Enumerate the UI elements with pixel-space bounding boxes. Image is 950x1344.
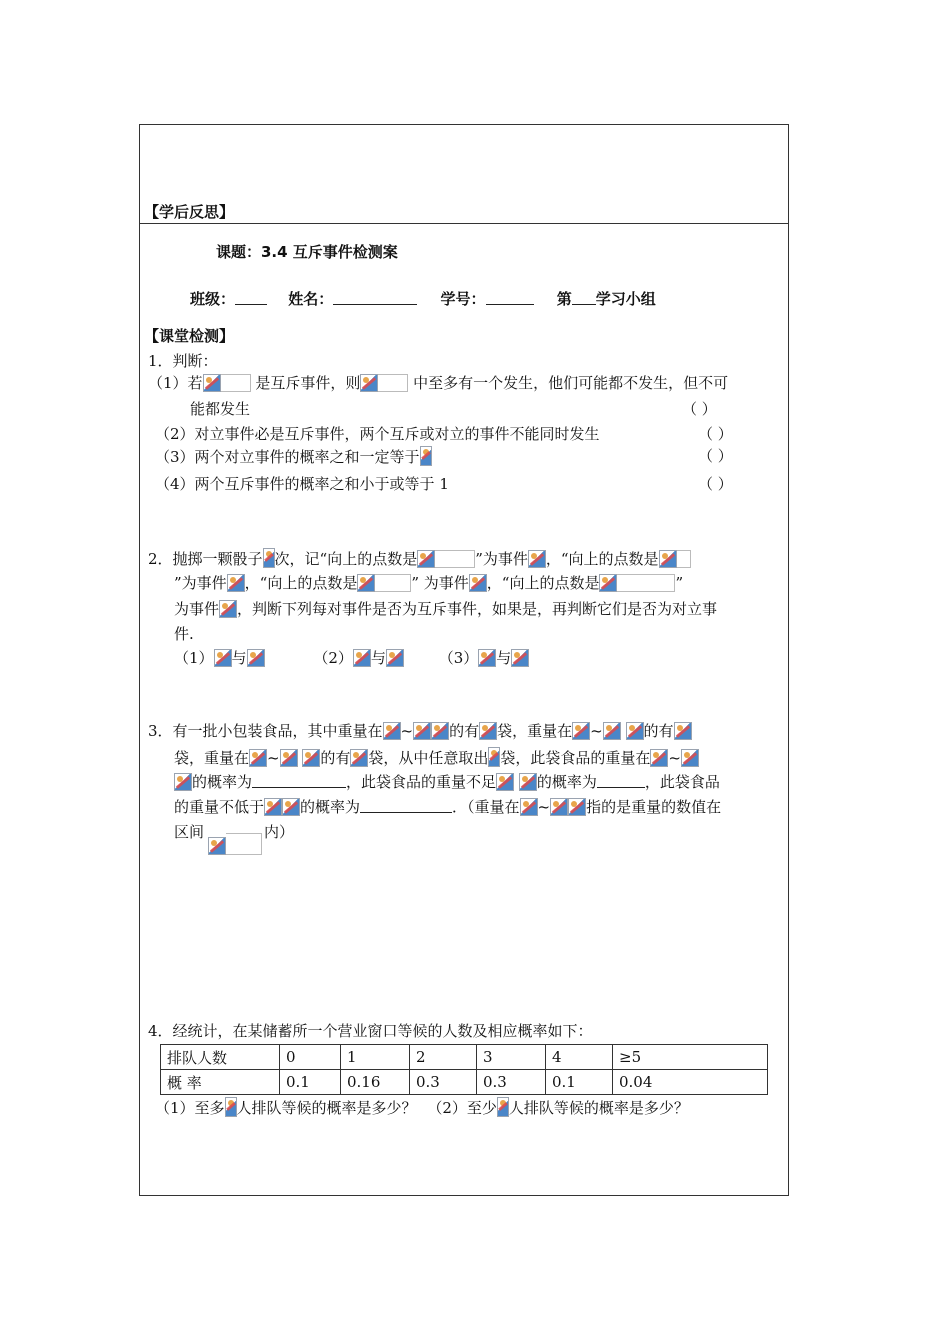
formula-image-icon (227, 574, 245, 592)
formula-box (677, 550, 691, 568)
queue-probability-table (160, 1044, 768, 1095)
q3-line3: 的概率为 ，此袋食品的重量不足 的概率为 ，此袋食品 (174, 772, 720, 792)
formula-image-icon (520, 798, 538, 816)
answer-paren: （ ） (682, 400, 717, 418)
q1-item4: （4）两个互斥事件的概率之和小于或等于 1 (155, 475, 449, 493)
class-blank (235, 290, 267, 305)
q2-pairs: （1） 与 （2） 与 （3） 与 (174, 648, 529, 668)
q2-line3: 为事件 ，判断下列每对事件是否为互斥事件，如果是，再判断它们是否为对立事 (174, 600, 718, 618)
table-row: 概 率 0.1 0.16 0.3 0.3 0.1 0.04 (161, 1070, 768, 1095)
q2-line4: 件. (174, 625, 194, 643)
q1-item3: （3）两个对立事件的概率之和一定等于 (155, 446, 432, 467)
group-prefix: 第 (556, 290, 572, 308)
q1-item1-cont: 能都发生 (190, 400, 251, 418)
formula-image-icon (360, 374, 378, 392)
reflection-box (139, 124, 789, 224)
formula-image-icon (681, 749, 699, 767)
formula-image-icon (479, 722, 497, 740)
q1-item1: （1）若 是互斥事件，则 中至多有一个发生，他们可能都不发生，但不可 (148, 374, 729, 392)
q2-line1: 2．抛掷一颗骰子 次，记“向上的点数是 ”为事件 ，“向上的点数是 (148, 548, 691, 569)
q3-end: 内） (264, 823, 295, 841)
q4-head: 4．经统计，在某储蓄所一个营业窗口等候的人数及相应概率如下： (148, 1022, 593, 1040)
formula-image-icon (225, 1097, 237, 1117)
formula-image-icon (519, 773, 537, 791)
formula-image-icon (496, 773, 514, 791)
answer-blank (360, 798, 452, 813)
name-label: 姓名： (288, 290, 334, 308)
formula-box (221, 374, 251, 392)
group-suffix: 学习小组 (595, 290, 656, 308)
formula-image-icon (417, 550, 435, 568)
formula-image-icon (469, 574, 487, 592)
formula-image-icon (603, 722, 621, 740)
answer-paren: （ ） (698, 447, 733, 465)
answer-blank (597, 773, 645, 788)
formula-image-icon (282, 798, 300, 816)
formula-box (375, 574, 411, 592)
formula-image-icon (263, 548, 275, 568)
section-heading: 【课堂检测】 (144, 327, 235, 345)
id-label: 学号： (440, 290, 486, 308)
answer-blank (252, 773, 346, 788)
formula-image-icon (203, 374, 221, 392)
q2-line2: ”为事件 ，“向上的点数是 ” 为事件 ，“向上的点数是 ” (174, 574, 684, 592)
formula-image-icon (264, 798, 282, 816)
group-blank (572, 290, 596, 305)
page-title: 课题：3.4 互斥事件检测案 (216, 243, 398, 261)
q3-line5: 区间 (174, 823, 205, 841)
q4-subquestions: （1）至多 人排队等候的概率是多少？ （2）至少 人排队等候的概率是多少？ (155, 1099, 689, 1117)
formula-image-icon (280, 749, 298, 767)
formula-image-icon (568, 798, 586, 816)
table-row: 排队人数 0 1 2 3 4 ≥5 (161, 1045, 768, 1070)
formula-image-icon (219, 600, 237, 618)
formula-image-icon (528, 550, 546, 568)
formula-image-icon (674, 722, 692, 740)
id-blank (486, 290, 534, 305)
formula-image-icon (302, 749, 320, 767)
formula-box (226, 833, 262, 855)
formula-image-icon (431, 722, 449, 740)
formula-image-icon (420, 446, 432, 466)
q1-head: 1．判断： (148, 352, 218, 370)
q1-item2: （2）对立事件必是互斥事件，两个互斥或对立的事件不能同时发生 (155, 425, 600, 443)
formula-image-icon (174, 773, 192, 791)
formula-image-icon (626, 722, 644, 740)
class-label: 班级： (190, 290, 236, 308)
formula-image-icon (413, 722, 431, 740)
answer-paren: （ ） (698, 425, 733, 443)
formula-image-icon (357, 574, 375, 592)
formula-image-icon (511, 649, 529, 667)
formula-box (378, 374, 408, 392)
answer-paren: （ ） (698, 475, 733, 493)
formula-image-icon (350, 749, 368, 767)
student-info-line (190, 289, 656, 309)
q3-line2: 袋，重量在 ~ 的有 袋，从中任意取出 袋，此袋食品的重量在 ~ (174, 747, 699, 768)
formula-image-icon (488, 747, 500, 767)
formula-image-icon (353, 649, 371, 667)
formula-image-icon (383, 722, 401, 740)
formula-box (435, 550, 475, 568)
formula-image-icon (247, 649, 265, 667)
formula-image-icon (214, 649, 232, 667)
q3-line4: 的重量不低于 的概率为 ．（重量在 ~ 指的是重量的数值在 (174, 798, 722, 816)
reflection-heading: 【学后反思】 (144, 203, 235, 221)
formula-image-icon (599, 574, 617, 592)
formula-image-icon (659, 550, 677, 568)
formula-image-icon (572, 722, 590, 740)
interval-formula (208, 833, 262, 856)
formula-image-icon (208, 837, 226, 855)
formula-image-icon (386, 649, 404, 667)
formula-image-icon (550, 798, 568, 816)
name-blank (333, 290, 417, 305)
q3-line1: 3．有一批小包装食品，其中重量在 ~ 的有 袋，重量在 ~ 的有 (148, 721, 692, 741)
formula-image-icon (497, 1097, 509, 1117)
formula-box (617, 574, 675, 592)
formula-image-icon (650, 749, 668, 767)
formula-image-icon (478, 649, 496, 667)
formula-image-icon (249, 749, 267, 767)
